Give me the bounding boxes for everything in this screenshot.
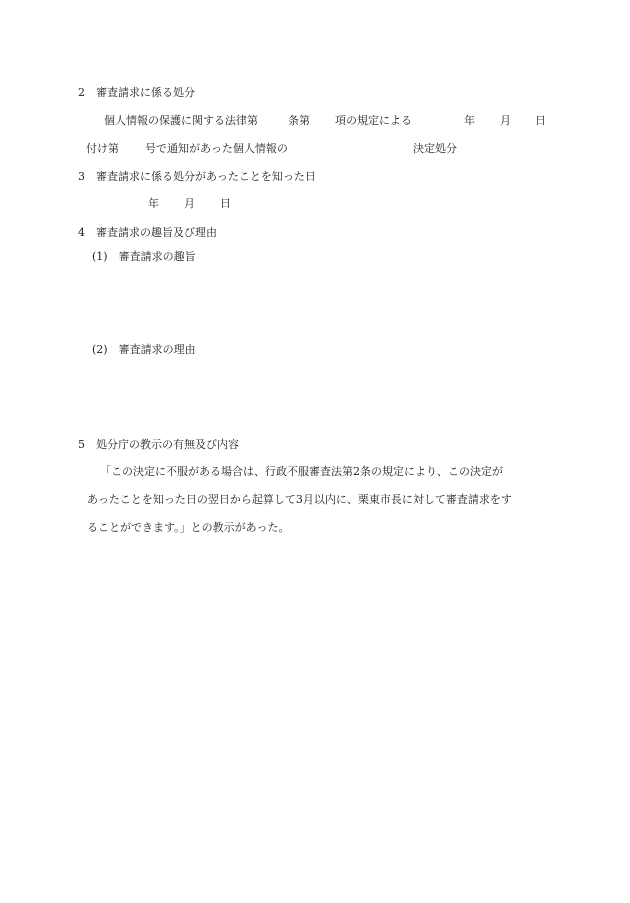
section-2-line-1 xyxy=(0,114,630,128)
section-4-subheading-reason: (2) 審査請求の理由 xyxy=(92,343,196,356)
section-5-paragraph-line-1: 「この決定に不服がある場合は、行政不服審査法第2条の規定により、この決定が xyxy=(100,465,503,478)
notice-number-prefix: 付け第 xyxy=(86,142,119,155)
section-4-heading: 4 審査請求の趣旨及び理由 xyxy=(78,226,217,239)
day-label: 日 xyxy=(220,197,231,210)
month-label: 月 xyxy=(500,114,511,127)
section-3-heading: 3 審査請求に係る処分があったことを知った日 xyxy=(78,170,316,183)
year-label: 年 xyxy=(148,197,159,210)
law-article-prefix: 個人情報の保護に関する法律第 xyxy=(104,114,258,127)
year-label: 年 xyxy=(464,114,475,127)
paragraph-label: 項の規定による xyxy=(335,114,412,127)
section-5-paragraph-line-2: あったことを知った日の翌日から起算して3月以内に、栗東市長に対して審査請求をす xyxy=(87,493,512,506)
notice-text: 号で通知があった個人情報の xyxy=(145,142,288,155)
day-label: 日 xyxy=(535,114,546,127)
section-5-paragraph-line-3: ることができます。」との教示があった。 xyxy=(87,521,290,534)
section-2-heading: 2 審査請求に係る処分 xyxy=(78,86,195,99)
section-2-line-2 xyxy=(0,142,630,156)
section-4-subheading-purpose: (1) 審査請求の趣旨 xyxy=(92,250,196,263)
month-label: 月 xyxy=(184,197,195,210)
article-label: 条第 xyxy=(288,114,310,127)
section-5-heading: 5 処分庁の教示の有無及び内容 xyxy=(78,438,239,451)
section-3-date xyxy=(0,197,630,211)
decision-label: 決定処分 xyxy=(413,142,457,155)
